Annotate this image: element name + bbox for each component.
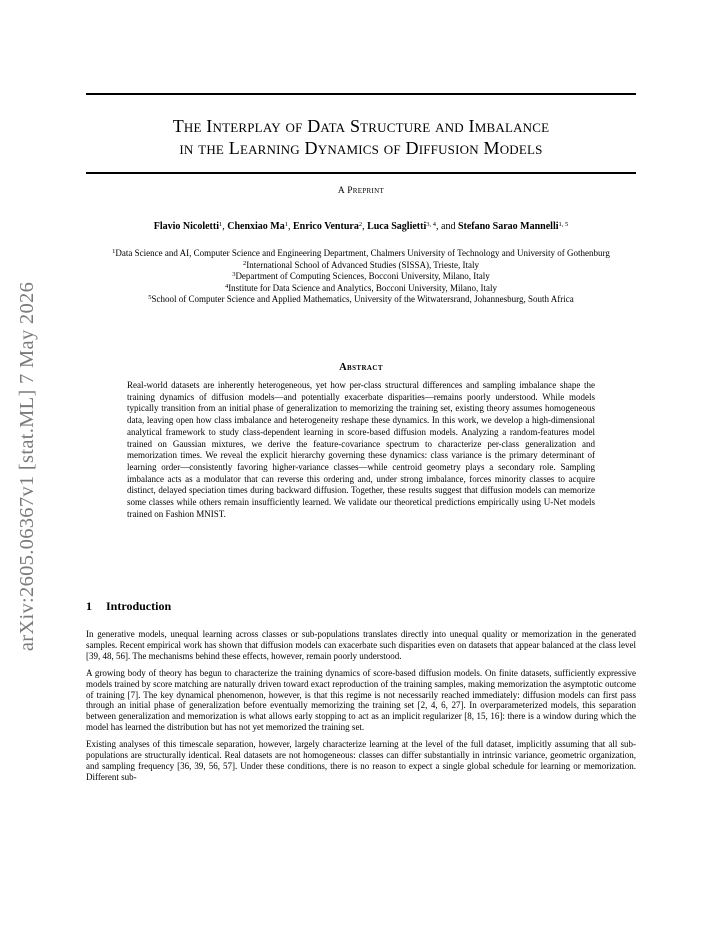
title-rule-bottom (86, 172, 636, 174)
affiliation: $^4$Institute for Data Science and Analytics, Bocconi University, Milano, Italy (224, 282, 498, 293)
author-affil-mark: 2 (358, 221, 363, 228)
abstract-heading: Abstract (339, 362, 383, 373)
author-affil-mark: 1 (284, 221, 288, 228)
paragraph: Existing analyses of this timescale separation, however, largely characterize learning at the level of the full dataset, implicitly assuming that all sub-populations are structurally identical. Real datasets are not homogeneous: classes can differ substantially in intrinsic variance, geometric organization, and sampling frequency [36, 39, 56, 57]. Under these conditions, there is no reason to expect a single global schedule for learning or memorization. Different sub- (86, 739, 636, 782)
affiliation: $^2$International School of Advanced Studies (SISSA), Trieste, Italy (243, 259, 479, 270)
abstract-text: Real-world datasets are inherently heterogeneous, yet how per-class structural differences and sampling imbalance shape the training dynamics of diffusion models—and potentially exacerbate disparities—remains poorly understood. While models typically transition from an initial phase of generalization to memorizing the training set, existing theory assumes homogeneous data, leaving open how class imbalance and heterogeneity reshape these dynamics. In this work, we develop a high-dimensional analytical framework to study class-dependent learning in score-based diffusion models. Analyzing a random-features model trained on Gaussian mixtures, we derive the feature-covariance spectrum to characterize per-class generalization and memorization times. We reveal the explicit hierarchy governing these dynamics: class variance is the primary determinant of learning order—consistently favoring higher-variance classes—while centroid geometry plays a secondary role. Sampling imbalance acts as a modulator that can reverse this ordering and, under strong imbalance, forces minority classes to acquire distinct, delayed speciation times during backward diffusion. Together, these results suggest that diffusion models can memorize some classes while others remain insufficiently learned. We validate our theoretical predictions empirically using U-Net models trained on Fashion MNIST. (127, 380, 595, 519)
author-affil-mark: 1 (218, 221, 223, 228)
author-name: Flavio Nicoletti (153, 221, 219, 232)
title-rule-top (86, 93, 636, 95)
affiliation: $^3$Department of Computing Sciences, Bocconi University, Milano, Italy (232, 271, 490, 282)
section-heading (86, 599, 636, 614)
section-number: 1 (86, 599, 92, 613)
affiliation: $^1$Data Science and AI, Computer Science and Engineering Department, Chalmers University of Technology and University of Gothenburg (112, 248, 610, 258)
arxiv-id-text: arXiv:2605.06367v1 [stat.ML] 7 May 2026 (16, 281, 39, 651)
affiliation-list (86, 248, 636, 306)
introduction-body (86, 629, 636, 789)
section-title: Introduction (106, 599, 172, 613)
paragraph: A growing body of theory has begun to characterize the training dynamics of score-based diffusion models. On finite datasets, sufficiently expressive models trained by score matching are naturally driven toward exact reproduction of the training samples, making memorization the asymptotic outcome of training [7]. The key dynamical phenomenon, however, is that this regime is not necessarily reached immediately: diffusion models can first pass through an initial phase of generalization before eventually memorizing the training set [2, 4, 6, 27]. In overparameterized models, this separation between generalization and memorization is what allows early stopping to act as an implicit regularizer [8, 15, 16]: there is a window during which the model has learned the distribution but has not yet memorized the training set. (86, 667, 636, 733)
paragraph: In generative models, unequal learning across classes or sub-populations translates directly into unequal quality or memorization in the generated samples. Recent empirical work has shown that diffusion models can exacerbate such disparities even on datasets that appear balanced at the class level [39, 48, 56]. The mechanisms behind these effects, however, remain poorly understood. (86, 629, 636, 661)
author-name: Stefano Sarao Mannelli (457, 221, 559, 232)
author-name: Luca Saglietti (367, 221, 427, 232)
preprint-label: A Preprint (337, 186, 385, 196)
affiliation: $^5$School of Computer Science and Applied Mathematics, University of the Witwatersrand, Johannesburg, South Africa (148, 294, 574, 305)
arxiv-identifier (6, 250, 50, 682)
title-line-2: in the Learning Dynamics of Diffusion Models (179, 138, 543, 158)
author-name: Enrico Ventura (292, 221, 359, 232)
title-line-1: The Interplay of Data Structure and Imbalance (172, 116, 550, 136)
author-affil-mark: 3, 4 (426, 221, 436, 228)
author-name: Chenxiao Ma (227, 221, 285, 232)
paper-title (86, 115, 636, 159)
author-list: Flavio Nicoletti$^1$, Chenxiao Ma$^1$, Enrico Ventura$^2$, Luca Saglietti$^{3, 4}$, and Stefano Sarao Mannelli$^{1, 5}$ (153, 221, 569, 232)
author-affil-mark: 1, 5 (558, 221, 569, 228)
